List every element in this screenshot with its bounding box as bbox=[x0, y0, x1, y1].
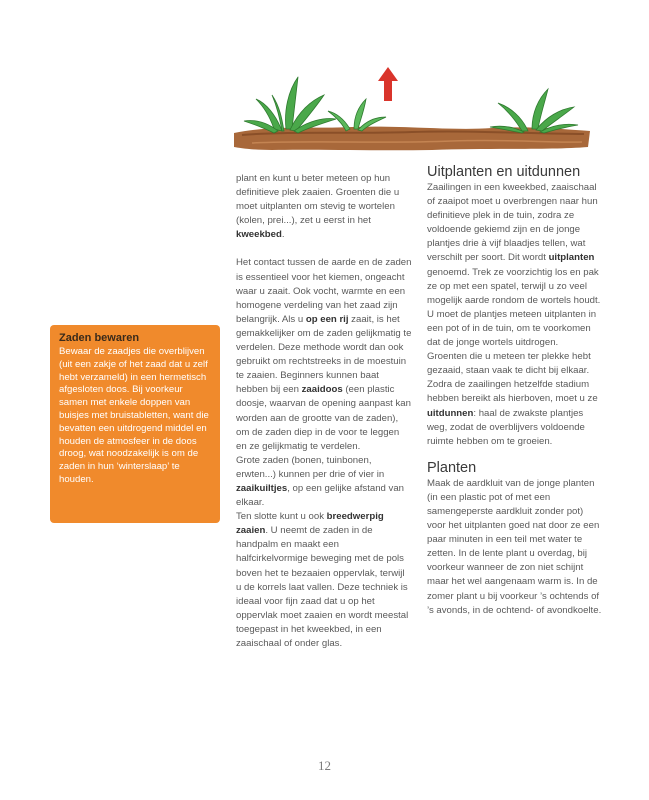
up-arrow-icon bbox=[378, 67, 398, 101]
left-paragraph-1: plant en kunt u beter meteen op hun definitieve plek zaaien. Groenten die u moet uitplanten om stevig te wortelen (kolen, prei...), zet u eerst in het kweekbed. bbox=[236, 173, 400, 241]
right-paragraph-2: Groenten die u meteen ter plekke hebt gezaaid, staan vaak te dicht bij elkaar. Zodra de zaailingen hetzelfde stadium hebben bereikt als hierboven, moet u ze uitdunnen: haal de zwakste plantjes weg, zodat de overblijvers voldoende ruimte hebben om te groeien. bbox=[427, 351, 598, 447]
seedling-left bbox=[244, 77, 336, 133]
seedling-middle bbox=[328, 99, 386, 131]
left-paragraph-4: Ten slotte kunt u ook breedwerpig zaaien. U neemt de zaden in de handpalm en maakt een halfcirkelvormige beweging met de pols boven het te bezaaien oppervlak, terwijl u de korrels laat vallen. Deze techniek is ideaal voor fijn zaad dat u op het oppervlak moet zaaien en wordt meestal toegepast in het kweekbed, in een zaaischaal of onder glas. bbox=[236, 511, 409, 649]
heading-uitplanten: Uitplanten en uitdunnen bbox=[427, 164, 581, 180]
page-number: 12 bbox=[318, 758, 331, 773]
callout-box bbox=[50, 325, 220, 523]
callout-title: Zaden bewaren bbox=[59, 332, 140, 344]
callout-body: Bewaar de zaadjes die overblijven (uit een zakje of het zaad dat u zelf hebt verzameld) in een hermetisch afgesloten doos. Bij voorkeur samen met enkele doppen van buisjes met bruistabletten, want die bevatten een uitdrogend middel en houden de atmosfeer in de doos droog, wat noodzakelijk is om de zaden in hun ‘winterslaap’ te houden. bbox=[59, 346, 209, 485]
left-column bbox=[236, 172, 412, 651]
heading-planten: Planten bbox=[427, 459, 477, 476]
left-paragraph-3: Grote zaden (bonen, tuinbonen, erwten...) kunnen per drie of vier in zaaikuiltjes, op een gelijke afstand van elkaar. bbox=[236, 454, 405, 509]
seedling-right bbox=[490, 89, 578, 133]
right-column bbox=[427, 163, 603, 618]
right-paragraph-3: Maak de aardkluit van de jonge planten (in een plastic pot of met een samengeperste aardkluit zonder pot) voor het uitplanten goed nat door ze een paar minuten in een teil met water te zetten. In de lente plant u overdag, bij voorkeur wanneer de zon niet schijnt maar het wel aangenaam warm is. In de zomer plant u bij voorkeur ’s ochtends of ’s avonds, in de ochtend- of avondkoelte. bbox=[427, 477, 602, 616]
left-paragraph-2: Het contact tussen de aarde en de zaden is essentieel voor het kiemen, ongeacht waar u zaait. Ook vocht, warmte en een homogene verdeling van het zaad zijn belangrijk. Als u op een rij zaait, is het gemakkelijker om de zaden gelijkmatig te verdelen. Deze methode wordt dan ook gebruikt om rechtstreeks in de moestuin te zaaien. Beginners kunnen baat hebben bij een zaaidoos (een plastic doosje, waarvan de opening aanpast kan worden aan de grootte van de zaden), om de zaden diep in de voor te leggen en ze gelijkmatig te verdelen. bbox=[236, 257, 412, 452]
right-paragraph-1: Zaailingen in een kweekbed, zaaischaal of zaaipot moet u overbrengen naar hun definitieve plek in de tuin, zodra ze voldoende gekiemd zijn en de jonge plantjes drie à vijf blaadjes tellen, wat verschilt per soort. Dit wordt uitplanten genoemd. Trek ze voorzichtig los en pak ze op met een spatel, terwijl u zo veel mogelijk aarde rondom de wortels houdt. U moet de plantjes meteen uitplanten in een pot of in de tuin, om te voorkomen dat de jonge wortels uitdrogen. bbox=[427, 182, 601, 349]
seedlings-illustration bbox=[232, 55, 592, 155]
